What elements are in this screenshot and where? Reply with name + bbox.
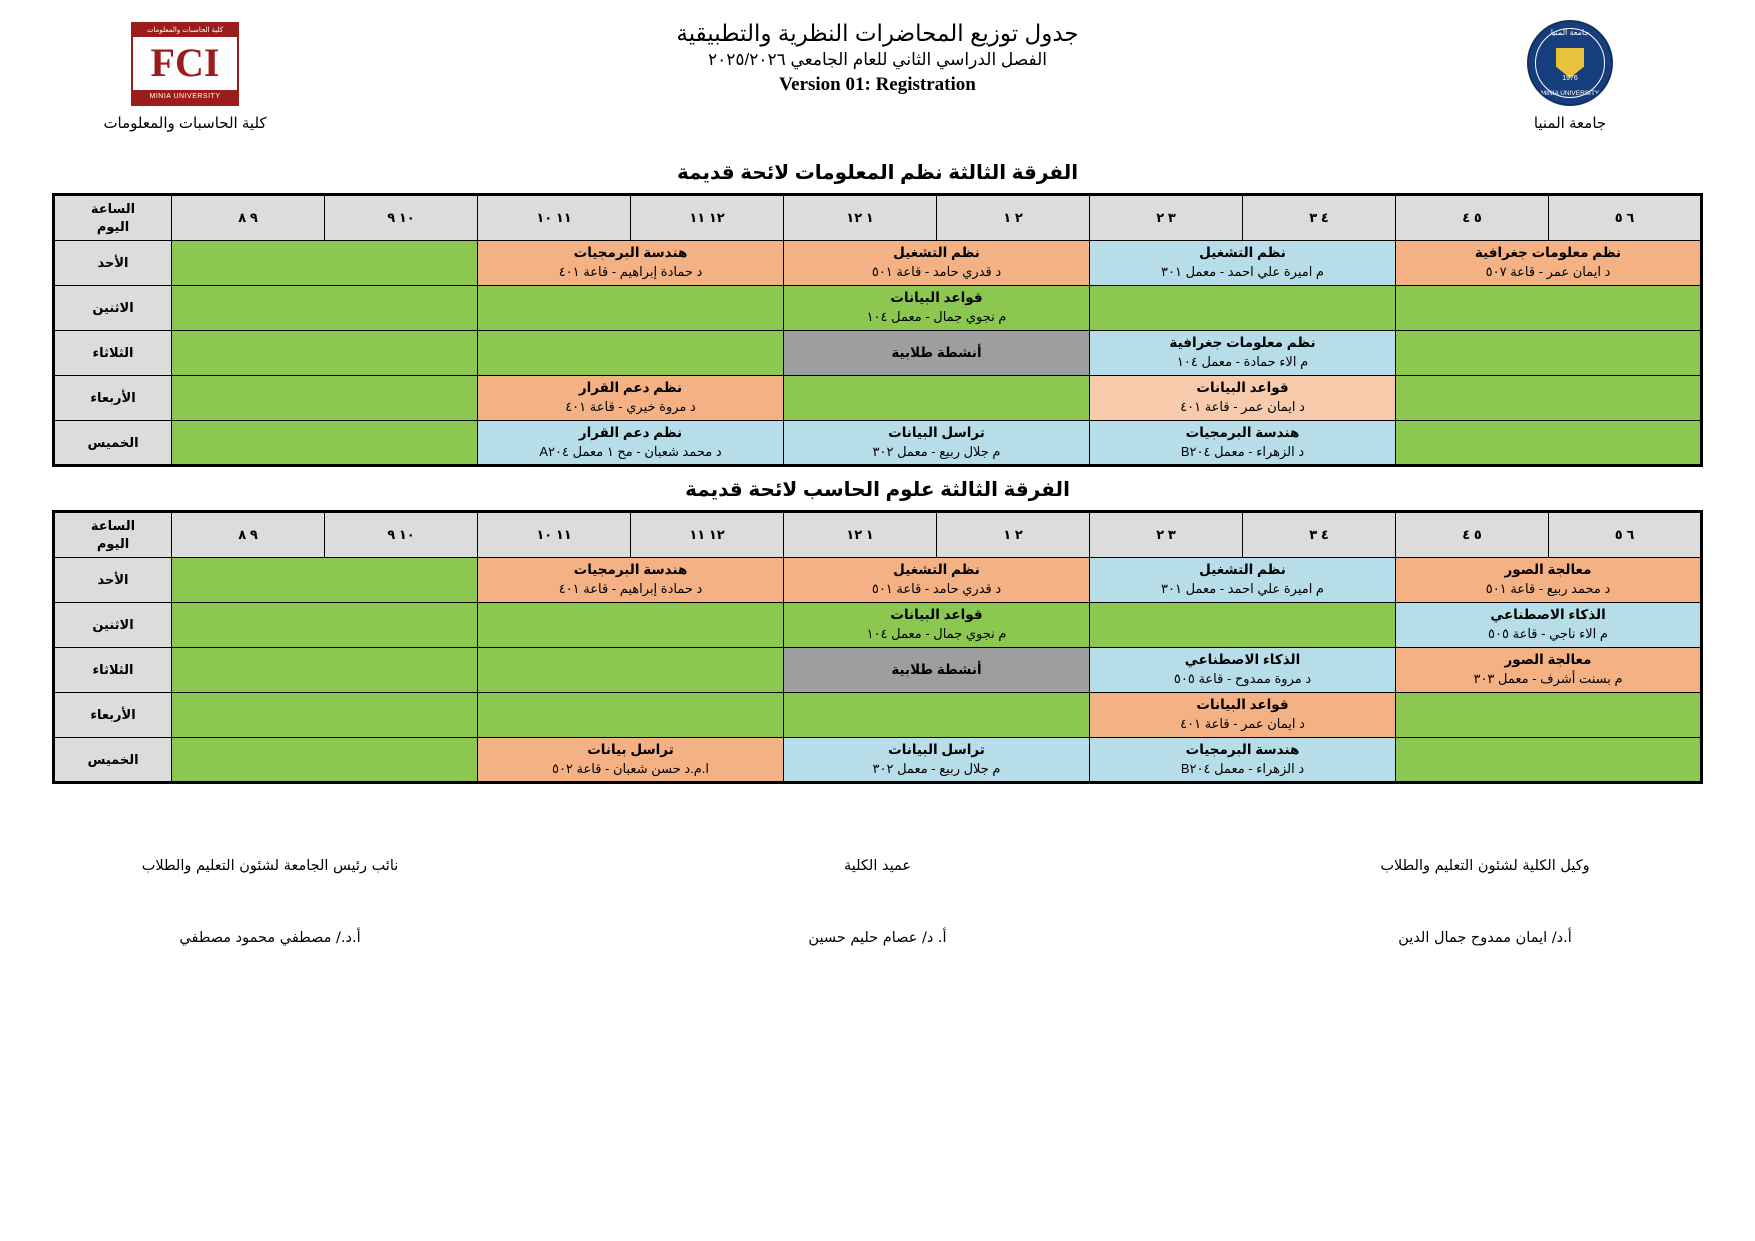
corner-label-day: اليوم (96, 219, 130, 234)
schedule-cell[interactable] (1396, 241, 1702, 286)
schedule-cell[interactable] (478, 648, 784, 693)
table-wrap-computer-science (0, 510, 1755, 784)
course-name: هندسة البرمجيات (573, 562, 688, 578)
instructor-and-room: م الاء ناجي - قاعة ٥٠٥ (1488, 626, 1608, 642)
schedule-cell[interactable] (1090, 286, 1396, 331)
schedule-cell[interactable] (478, 603, 784, 648)
course-name: تراسل بيانات (587, 741, 674, 757)
course-name: قواعد البيانات (890, 290, 983, 306)
time-header-cell: ٢ ١ (937, 195, 1090, 241)
section-title-computer-science: الفرقة الثالثة علوم الحاسب لائحة قديمة (685, 479, 1070, 501)
course-name: نظم التشغيل (893, 562, 980, 578)
instructor-and-room: د الزهراء - معمل B٢٠٤ (1180, 443, 1305, 459)
logo-year-text: 1976 (1562, 75, 1578, 82)
signature-name: أ.د/ ايمان ممدوح جمال الدين (1398, 930, 1572, 946)
signature-role: عميد الكلية (843, 858, 912, 874)
fci-logo-top-text: كلية الحاسبات والمعلومات (133, 24, 237, 37)
signature-name: أ.د./ مصطفي محمود مصطفي (179, 930, 361, 946)
schedule-cell[interactable] (478, 421, 784, 466)
schedule-cell[interactable] (478, 738, 784, 783)
instructor-and-room: م جلال ربيع - معمل ٣٠٢ (872, 760, 1001, 776)
schedule-cell[interactable] (1090, 648, 1396, 693)
signature-vice-dean (1335, 858, 1635, 946)
table-row (54, 421, 1702, 466)
schedule-cell[interactable] (1396, 286, 1702, 331)
day-label-cell: الأربعاء (54, 693, 172, 738)
fci-logo-icon (131, 22, 239, 106)
schedule-cell[interactable] (1396, 738, 1702, 783)
schedule-cell[interactable] (1090, 738, 1396, 783)
signature-role: وكيل الكلية لشئون التعليم والطلاب (1380, 858, 1590, 874)
course-name: تراسل البيانات (888, 741, 985, 757)
schedule-cell[interactable] (784, 421, 1090, 466)
schedule-cell[interactable] (172, 558, 478, 603)
instructor-and-room: م اميرة علي احمد - معمل ٣٠١ (1161, 581, 1324, 597)
course-name: قواعد البيانات (1196, 380, 1289, 396)
university-logo-block (1475, 20, 1665, 132)
logo-bottom-text: MINIA UNIVERSITY (1540, 90, 1600, 97)
table-row (54, 286, 1702, 331)
course-name: أنشطة طلابية (891, 661, 982, 677)
time-header-cell: ١ ١٢ (784, 195, 937, 241)
table-row (54, 331, 1702, 376)
time-header-cell: ٩ ٨ (172, 512, 325, 558)
course-name: هندسة البرمجيات (1185, 741, 1300, 757)
header-titles (90, 18, 1665, 98)
day-label-cell: الأحد (54, 558, 172, 603)
day-label-cell: الأحد (54, 241, 172, 286)
schedule-table-information-systems (52, 193, 1703, 467)
table-row (54, 241, 1702, 286)
schedule-cell[interactable] (1090, 376, 1396, 421)
instructor-and-room: م بسنت أشرف - معمل ٣٠٣ (1473, 671, 1623, 687)
schedule-cell[interactable] (784, 693, 1090, 738)
schedule-cell[interactable] (784, 558, 1090, 603)
table-wrap-information-systems (0, 193, 1755, 467)
course-name: الذكاء الاصطناعي (1184, 652, 1301, 668)
schedule-cell[interactable] (478, 286, 784, 331)
day-label-cell: الخميس (54, 738, 172, 783)
day-label-cell: الاثنين (54, 603, 172, 648)
time-header-cell: ٥ ٤ (1396, 195, 1549, 241)
minia-university-logo-icon (1527, 20, 1613, 106)
time-header-cell: ٦ ٥ (1549, 195, 1702, 241)
course-name: نظم دعم القرار (578, 424, 683, 440)
document-header (0, 0, 1755, 150)
instructor-and-room: د ايمان عمر - قاعة ٥٠٧ (1485, 264, 1611, 280)
schedule-cell[interactable] (784, 603, 1090, 648)
logo-top-text: جامعة المنيا (1550, 28, 1590, 37)
time-header-cell: ٣ ٢ (1090, 195, 1243, 241)
schedule-cell[interactable] (1396, 648, 1702, 693)
schedule-cell[interactable] (1090, 603, 1396, 648)
time-header-cell: ٤ ٣ (1243, 195, 1396, 241)
university-name-label: جامعة المنيا (1533, 115, 1607, 132)
day-label-cell: الأربعاء (54, 376, 172, 421)
time-header-cell: ٤ ٣ (1243, 512, 1396, 558)
instructor-and-room: م نجوي جمال - معمل ١٠٤ (866, 309, 1007, 325)
table-corner-header (54, 195, 172, 241)
schedule-cell[interactable] (478, 241, 784, 286)
instructor-and-room: د محمد شعبان - مح ١ معمل A٢٠٤ (539, 443, 722, 459)
section-title-information-systems: الفرقة الثالثة نظم المعلومات لائحة قديمة (676, 162, 1079, 184)
schedule-cell[interactable] (1396, 376, 1702, 421)
schedule-cell[interactable] (1090, 241, 1396, 286)
schedule-cell[interactable] (1396, 331, 1702, 376)
course-name: قواعد البيانات (1196, 697, 1289, 713)
signatures-row (0, 858, 1755, 946)
time-header-cell: ٦ ٥ (1549, 512, 1702, 558)
time-header-cell: ١١ ١٠ (478, 512, 631, 558)
time-header-cell: ٥ ٤ (1396, 512, 1549, 558)
course-name: قواعد البيانات (890, 607, 983, 623)
schedule-cell[interactable] (172, 331, 478, 376)
instructor-and-room: م نجوي جمال - معمل ١٠٤ (866, 626, 1007, 642)
schedule-cell[interactable] (784, 648, 1090, 693)
corner-label-hour: الساعة (90, 201, 136, 217)
instructor-and-room: د محمد ربيع - قاعة ٥٠١ (1485, 581, 1611, 597)
table-corner-header (54, 512, 172, 558)
table-row (54, 376, 1702, 421)
course-name: نظم التشغيل (893, 245, 980, 261)
schedule-cell[interactable] (478, 558, 784, 603)
signature-name: أ. د/ عصام حليم حسين (808, 930, 947, 946)
fci-logo-bottom-text: MINIA UNIVERSITY (133, 90, 237, 104)
table-row (54, 558, 1702, 603)
instructor-and-room: د الزهراء - معمل B٢٠٤ (1180, 760, 1305, 776)
schedule-cell[interactable] (172, 693, 478, 738)
version-label: Version 01: Registration (779, 73, 976, 95)
time-header-cell: ١٠ ٩ (325, 512, 478, 558)
schedule-cell[interactable] (784, 376, 1090, 421)
schedule-cell[interactable] (172, 286, 478, 331)
schedule-cell[interactable] (478, 331, 784, 376)
schedule-cell[interactable] (172, 648, 478, 693)
schedule-cell[interactable] (784, 286, 1090, 331)
schedule-cell[interactable] (478, 376, 784, 421)
faculty-name-label: كلية الحاسبات والمعلومات (103, 115, 267, 132)
time-header-cell: ٩ ٨ (172, 195, 325, 241)
page-title: جدول توزيع المحاضرات النظرية والتطبيقية (676, 20, 1079, 46)
signature-dean (728, 858, 1028, 946)
time-header-cell: ١١ ١٠ (478, 195, 631, 241)
course-name: معالجة الصور (1504, 562, 1592, 578)
table-row (54, 738, 1702, 783)
course-name: نظم معلومات جغرافية (1169, 335, 1316, 351)
corner-label-day: اليوم (96, 536, 130, 551)
schedule-cell[interactable] (172, 421, 478, 466)
schedule-cell[interactable] (1396, 693, 1702, 738)
course-name: معالجة الصور (1504, 652, 1592, 668)
day-label-cell: الثلاثاء (54, 648, 172, 693)
instructor-and-room: د حمادة إبراهيم - قاعة ٤٠١ (558, 264, 703, 280)
course-name: نظم معلومات جغرافية (1474, 245, 1622, 261)
table-row (54, 603, 1702, 648)
instructor-and-room: د ايمان عمر - قاعة ٤٠١ (1180, 399, 1305, 415)
instructor-and-room: د قدري حامد - قاعة ٥٠١ (871, 581, 1002, 597)
day-label-cell: الاثنين (54, 286, 172, 331)
schedule-cell[interactable] (172, 376, 478, 421)
course-name: نظم التشغيل (1199, 245, 1286, 261)
course-name: هندسة البرمجيات (1185, 424, 1300, 440)
instructor-and-room: د مروة خيري - قاعة ٤٠١ (565, 399, 696, 415)
signature-role: نائب رئيس الجامعة لشئون التعليم والطلاب (141, 858, 399, 874)
schedule-cell[interactable] (1090, 693, 1396, 738)
instructor-and-room: م الاء حمادة - معمل ١٠٤ (1176, 354, 1309, 370)
schedule-cell[interactable] (784, 331, 1090, 376)
faculty-logo-block (90, 22, 280, 132)
schedule-cell[interactable] (172, 738, 478, 783)
time-header-cell: ١٢ ١١ (631, 195, 784, 241)
table-row (54, 693, 1702, 738)
schedule-cell[interactable] (784, 241, 1090, 286)
instructor-and-room: د حمادة إبراهيم - قاعة ٤٠١ (558, 581, 703, 597)
time-header-cell: ١٠ ٩ (325, 195, 478, 241)
course-name: الذكاء الاصطناعي (1490, 607, 1606, 623)
schedule-cell[interactable] (172, 603, 478, 648)
course-name: تراسل البيانات (888, 424, 985, 440)
instructor-and-room: م اميرة علي احمد - معمل ٣٠١ (1161, 264, 1324, 280)
schedule-cell[interactable] (1090, 558, 1396, 603)
schedule-table-computer-science (52, 510, 1703, 784)
instructor-and-room: د مروة ممدوح - قاعة ٥٠٥ (1173, 671, 1312, 687)
schedule-cell[interactable] (478, 693, 784, 738)
instructor-and-room: م جلال ربيع - معمل ٣٠٢ (872, 443, 1001, 459)
time-header-cell: ٢ ١ (937, 512, 1090, 558)
instructor-and-room: د قدري حامد - قاعة ٥٠١ (871, 264, 1002, 280)
instructor-and-room: ا.م.د حسن شعبان - قاعة ٥٠٢ (551, 760, 710, 776)
time-header-cell: ١ ١٢ (784, 512, 937, 558)
course-name: نظم التشغيل (1199, 562, 1286, 578)
corner-label-hour: الساعة (90, 518, 136, 534)
schedule-cell[interactable] (1396, 603, 1702, 648)
instructor-and-room: د ايمان عمر - قاعة ٤٠١ (1180, 716, 1305, 732)
day-label-cell: الخميس (54, 421, 172, 466)
schedule-cell[interactable] (1090, 421, 1396, 466)
table-row (54, 648, 1702, 693)
fci-logo-main-text: FCI (150, 40, 220, 85)
day-label-cell: الثلاثاء (54, 331, 172, 376)
schedule-cell[interactable] (172, 241, 478, 286)
time-header-cell: ٣ ٢ (1090, 512, 1243, 558)
course-name: أنشطة طلابية (891, 344, 982, 360)
course-name: نظم دعم القرار (578, 380, 683, 396)
course-name: هندسة البرمجيات (573, 245, 688, 261)
time-header-cell: ١٢ ١١ (631, 512, 784, 558)
page-subtitle: الفصل الدراسي الثاني للعام الجامعي ٢٠٢٥/٢٠٢٦ (707, 50, 1048, 70)
schedule-cell[interactable] (1396, 421, 1702, 466)
schedule-cell[interactable] (784, 738, 1090, 783)
schedule-cell[interactable] (1090, 331, 1396, 376)
schedule-cell[interactable] (1396, 558, 1702, 603)
signature-vice-president (120, 858, 420, 946)
